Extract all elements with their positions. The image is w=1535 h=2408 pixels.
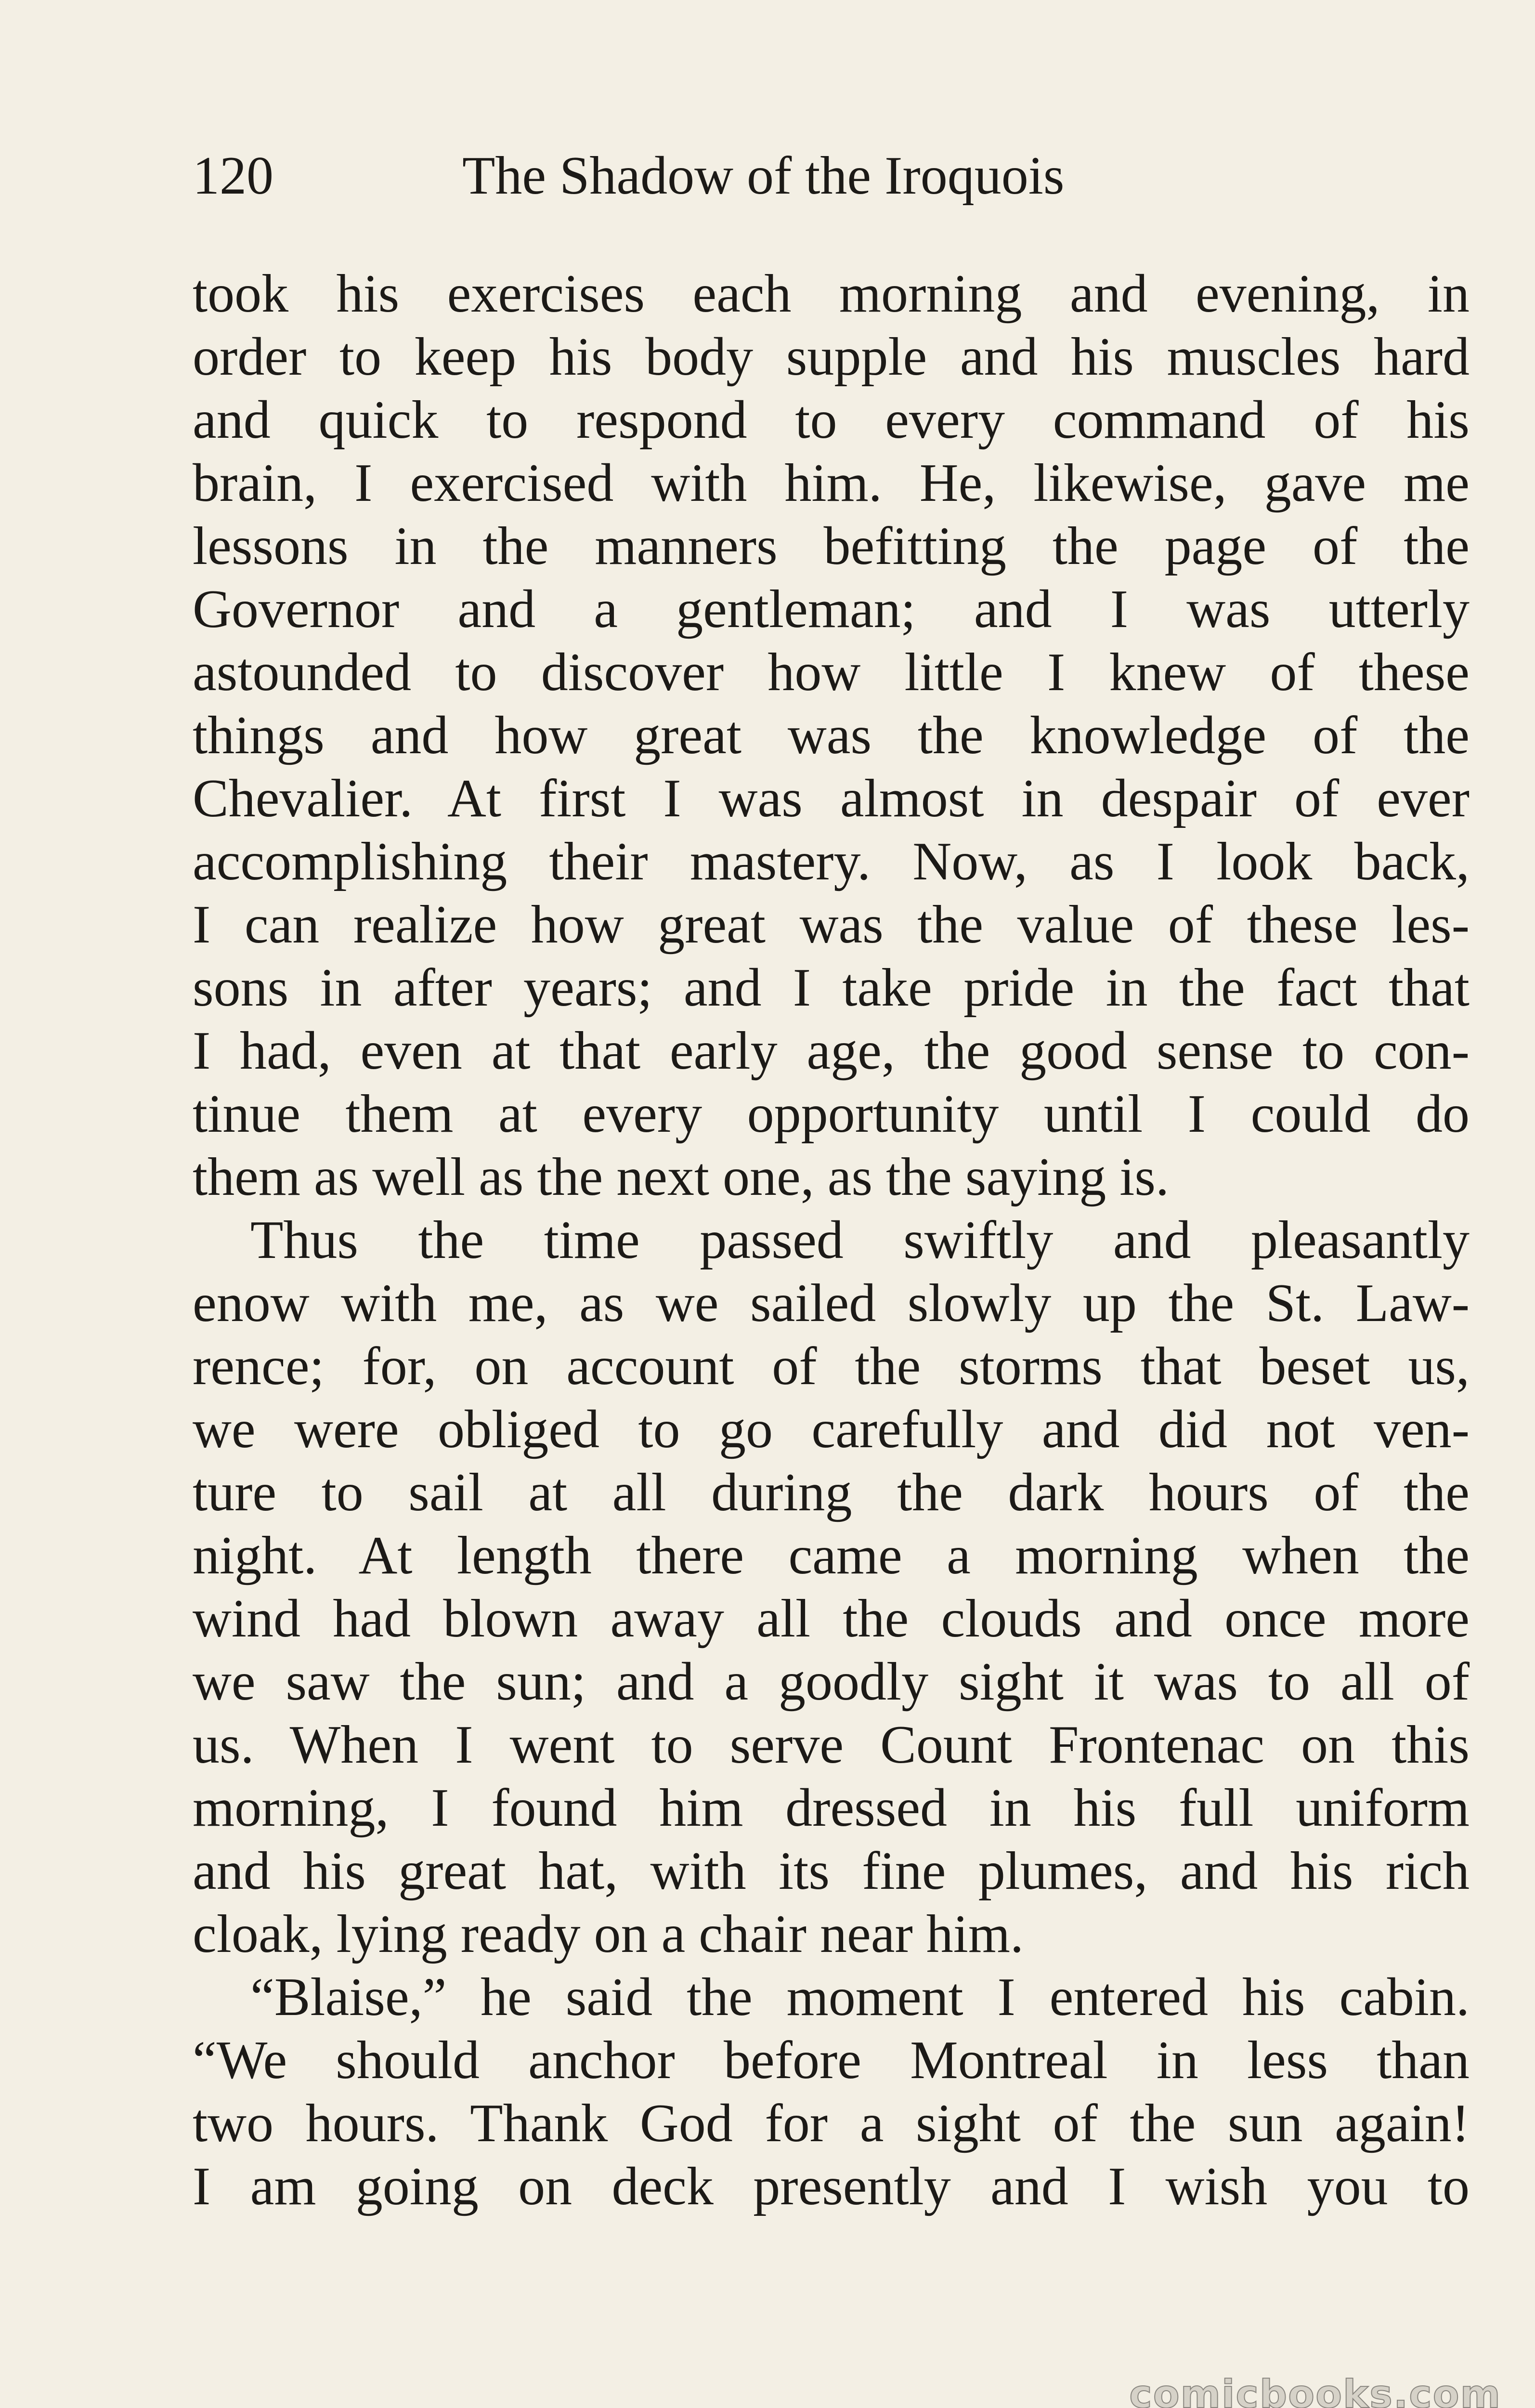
text-line: I am going on deck presently and I wish you to — [193, 2157, 1470, 2216]
text-line: enow with me, as we sailed slowly up the St. Law- — [193, 1273, 1470, 1333]
text-line: cloak, lying ready on a chair near him. — [193, 1904, 1024, 1964]
text-line: I can realize how great was the value of these les- — [193, 895, 1470, 955]
text-line: tinue them at every opportunity until I could do — [193, 1084, 1470, 1144]
text-line: us. When I went to serve Count Frontenac on this — [193, 1715, 1470, 1775]
body-text — [193, 262, 1470, 2218]
text-line: sons in after years; and I take pride in the fact that — [193, 958, 1470, 1018]
text-line: rence; for, on account of the storms that beset us, — [193, 1336, 1470, 1396]
paragraph — [193, 262, 1470, 1209]
paragraph — [193, 1966, 1470, 2218]
text-line: things and how great was the knowledge of the — [193, 706, 1470, 765]
text-line: and quick to respond to every command of his — [193, 390, 1470, 450]
text-line: we saw the sun; and a goodly sight it was to all of — [193, 1652, 1470, 1712]
text-line: “Blaise,” he said the moment I entered his cabin. — [250, 1967, 1470, 2027]
running-head — [193, 140, 1348, 212]
running-title: The Shadow of the Iroquois — [462, 146, 1065, 206]
text-line: them as well as the next one, as the saying is. — [193, 1147, 1169, 1207]
text-line: and his great hat, with its fine plumes, and his rich — [193, 1841, 1470, 1901]
text-line: I had, even at that early age, the good sense to con- — [193, 1021, 1470, 1081]
text-line: lessons in the manners befitting the page of the — [193, 516, 1470, 576]
text-line: brain, I exercised with him. He, likewise, gave me — [193, 453, 1470, 513]
paragraph — [193, 1209, 1470, 1966]
text-line: astounded to discover how little I knew of these — [193, 642, 1470, 702]
text-line: night. At length there came a morning when the — [193, 1526, 1470, 1585]
page-number: 120 — [193, 146, 273, 206]
text-line: two hours. Thank God for a sight of the sun again! — [193, 2094, 1470, 2153]
text-line: order to keep his body supple and his muscles hard — [193, 327, 1470, 387]
text-line: “We should anchor before Montreal in less than — [193, 2030, 1470, 2090]
text-line: took his exercises each morning and evening, in — [193, 264, 1470, 324]
text-line: accomplishing their mastery. Now, as I look back, — [193, 832, 1470, 891]
text-line: wind had blown away all the clouds and once more — [193, 1589, 1470, 1649]
text-line: ture to sail at all during the dark hours of the — [193, 1463, 1470, 1522]
text-line: Chevalier. At first I was almost in despair of ever — [193, 769, 1470, 828]
text-line: morning, I found him dressed in his full uniform — [193, 1778, 1470, 1838]
text-line: Thus the time passed swiftly and pleasantly — [250, 1210, 1470, 1270]
text-line: we were obliged to go carefully and did not ven- — [193, 1400, 1470, 1459]
text-line: Governor and a gentleman; and I was utterly — [193, 579, 1470, 639]
watermark-logo: comicbooks.com — [1129, 2372, 1501, 2408]
